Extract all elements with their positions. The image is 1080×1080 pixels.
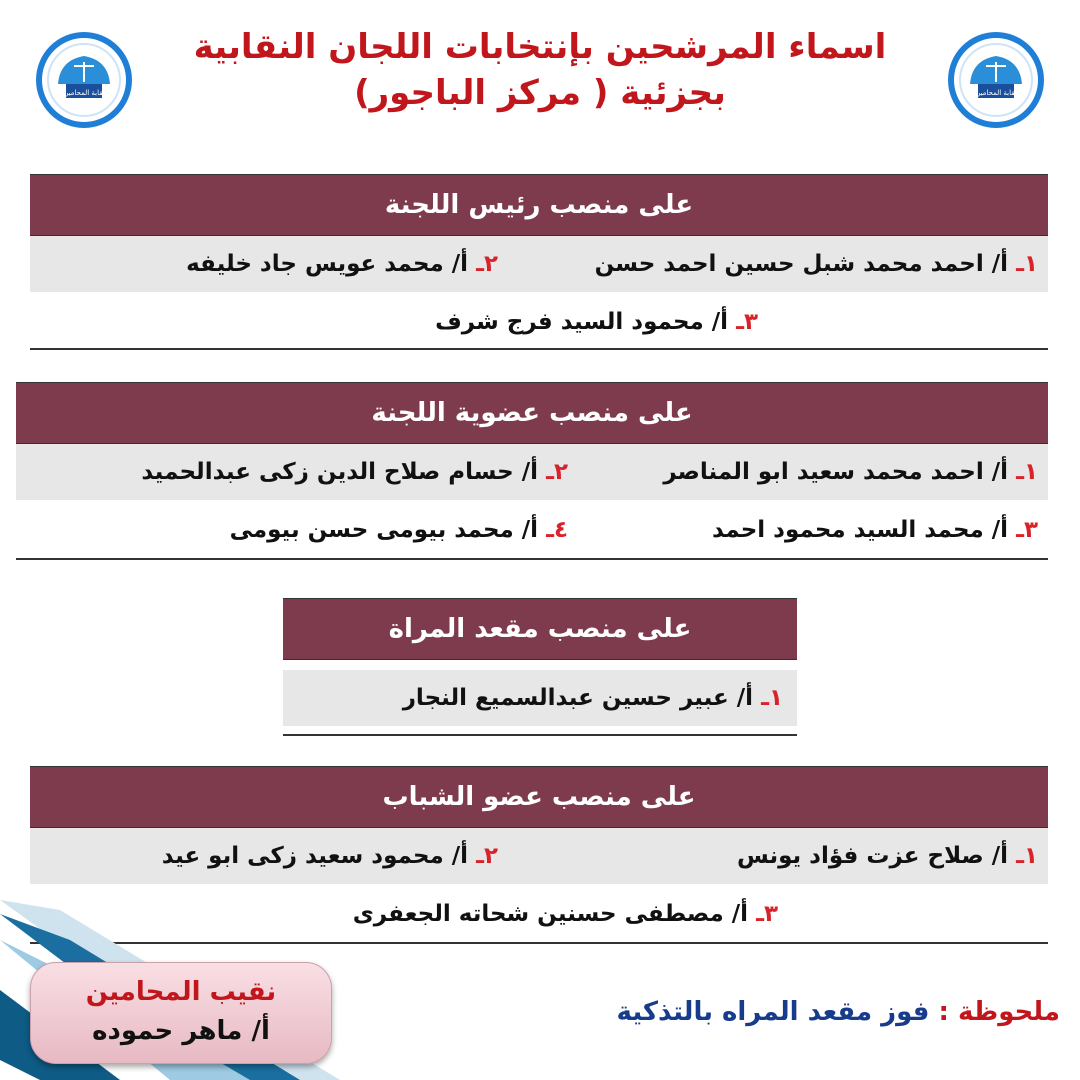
candidate [230,502,568,558]
candidate [186,236,498,292]
syndicate-logo-right [948,32,1044,128]
table-row [30,294,1048,350]
candidate-number: ٢ـ [476,843,498,869]
table-row [16,444,1048,500]
section-head-committee-membership: على منصب عضوية اللجنة [16,382,1048,444]
candidate [435,294,758,350]
logo-text: نقابة المحامين [975,89,1017,97]
candidate-number: ٣ـ [736,309,758,335]
note [540,992,1060,1032]
candidate-name: أ/ احمد محمد شبل حسين احمد حسن [594,251,1009,277]
candidate-name: أ/ محمد عويس جاد خليفه [186,251,469,277]
candidate [595,236,1038,292]
candidate [162,828,498,884]
section-head-women-seat: على منصب مقعد المراة [283,598,797,660]
divider [30,348,1048,350]
candidate-number: ٤ـ [546,517,568,543]
candidate-name: أ/ مصطفى حسنين شحاته الجعفرى [352,901,749,927]
candidate [663,444,1038,500]
candidate-name: أ/ محمود سعيد زكى ابو عيد [161,843,469,869]
candidate-number: ٣ـ [1016,517,1038,543]
candidate-number: ٢ـ [476,251,498,277]
table-row [283,670,797,726]
candidate [712,502,1038,558]
candidate-number: ٢ـ [546,459,568,485]
section-head-youth-member: على منصب عضو الشباب [30,766,1048,828]
candidate [353,886,778,942]
candidate [737,828,1038,884]
candidate-number: ١ـ [761,685,783,711]
title-line-2: بجزئية ( مركز الباجور) [354,73,726,113]
candidate-number: ١ـ [1016,459,1038,485]
candidate-name: أ/ احمد محمد سعيد ابو المناصر [663,459,1009,485]
page-title [160,24,920,116]
divider [16,558,1048,560]
syndicate-head-name: أ/ ماهر حموده [92,1016,270,1046]
candidate [403,670,783,726]
syndicate-logo-left [36,32,132,128]
candidate-name: أ/ محمود السيد فرج شرف [435,309,729,335]
divider [283,734,797,736]
note-text: فوز مقعد المراه بالتذكية [616,997,930,1027]
syndicate-head-title: نقيب المحامين [85,977,277,1007]
section-head-committee-head: على منصب رئيس اللجنة [30,174,1048,236]
table-row [30,828,1048,884]
candidate-name: أ/ صلاح عزت فؤاد يونس [736,843,1009,869]
candidate-name: أ/ حسام صلاح الدين زكى عبدالحميد [141,459,539,485]
syndicate-head-box [30,962,332,1064]
candidate-name: أ/ محمد السيد محمود احمد [712,517,1009,543]
logo-text: نقابة المحامين [63,89,105,97]
candidate [141,444,568,500]
note-label: ملحوظة : [938,997,1060,1027]
table-row [16,502,1048,558]
title-line-1: اسماء المرشحين بإنتخابات اللجان النقابية [193,27,887,67]
candidate-number: ١ـ [1016,251,1038,277]
candidate-name: أ/ محمد بيومى حسن بيومى [229,517,539,543]
candidate-number: ٣ـ [756,901,778,927]
table-row [30,236,1048,292]
candidate-number: ١ـ [1016,843,1038,869]
candidate-name: أ/ عبير حسين عبدالسميع النجار [402,685,754,711]
